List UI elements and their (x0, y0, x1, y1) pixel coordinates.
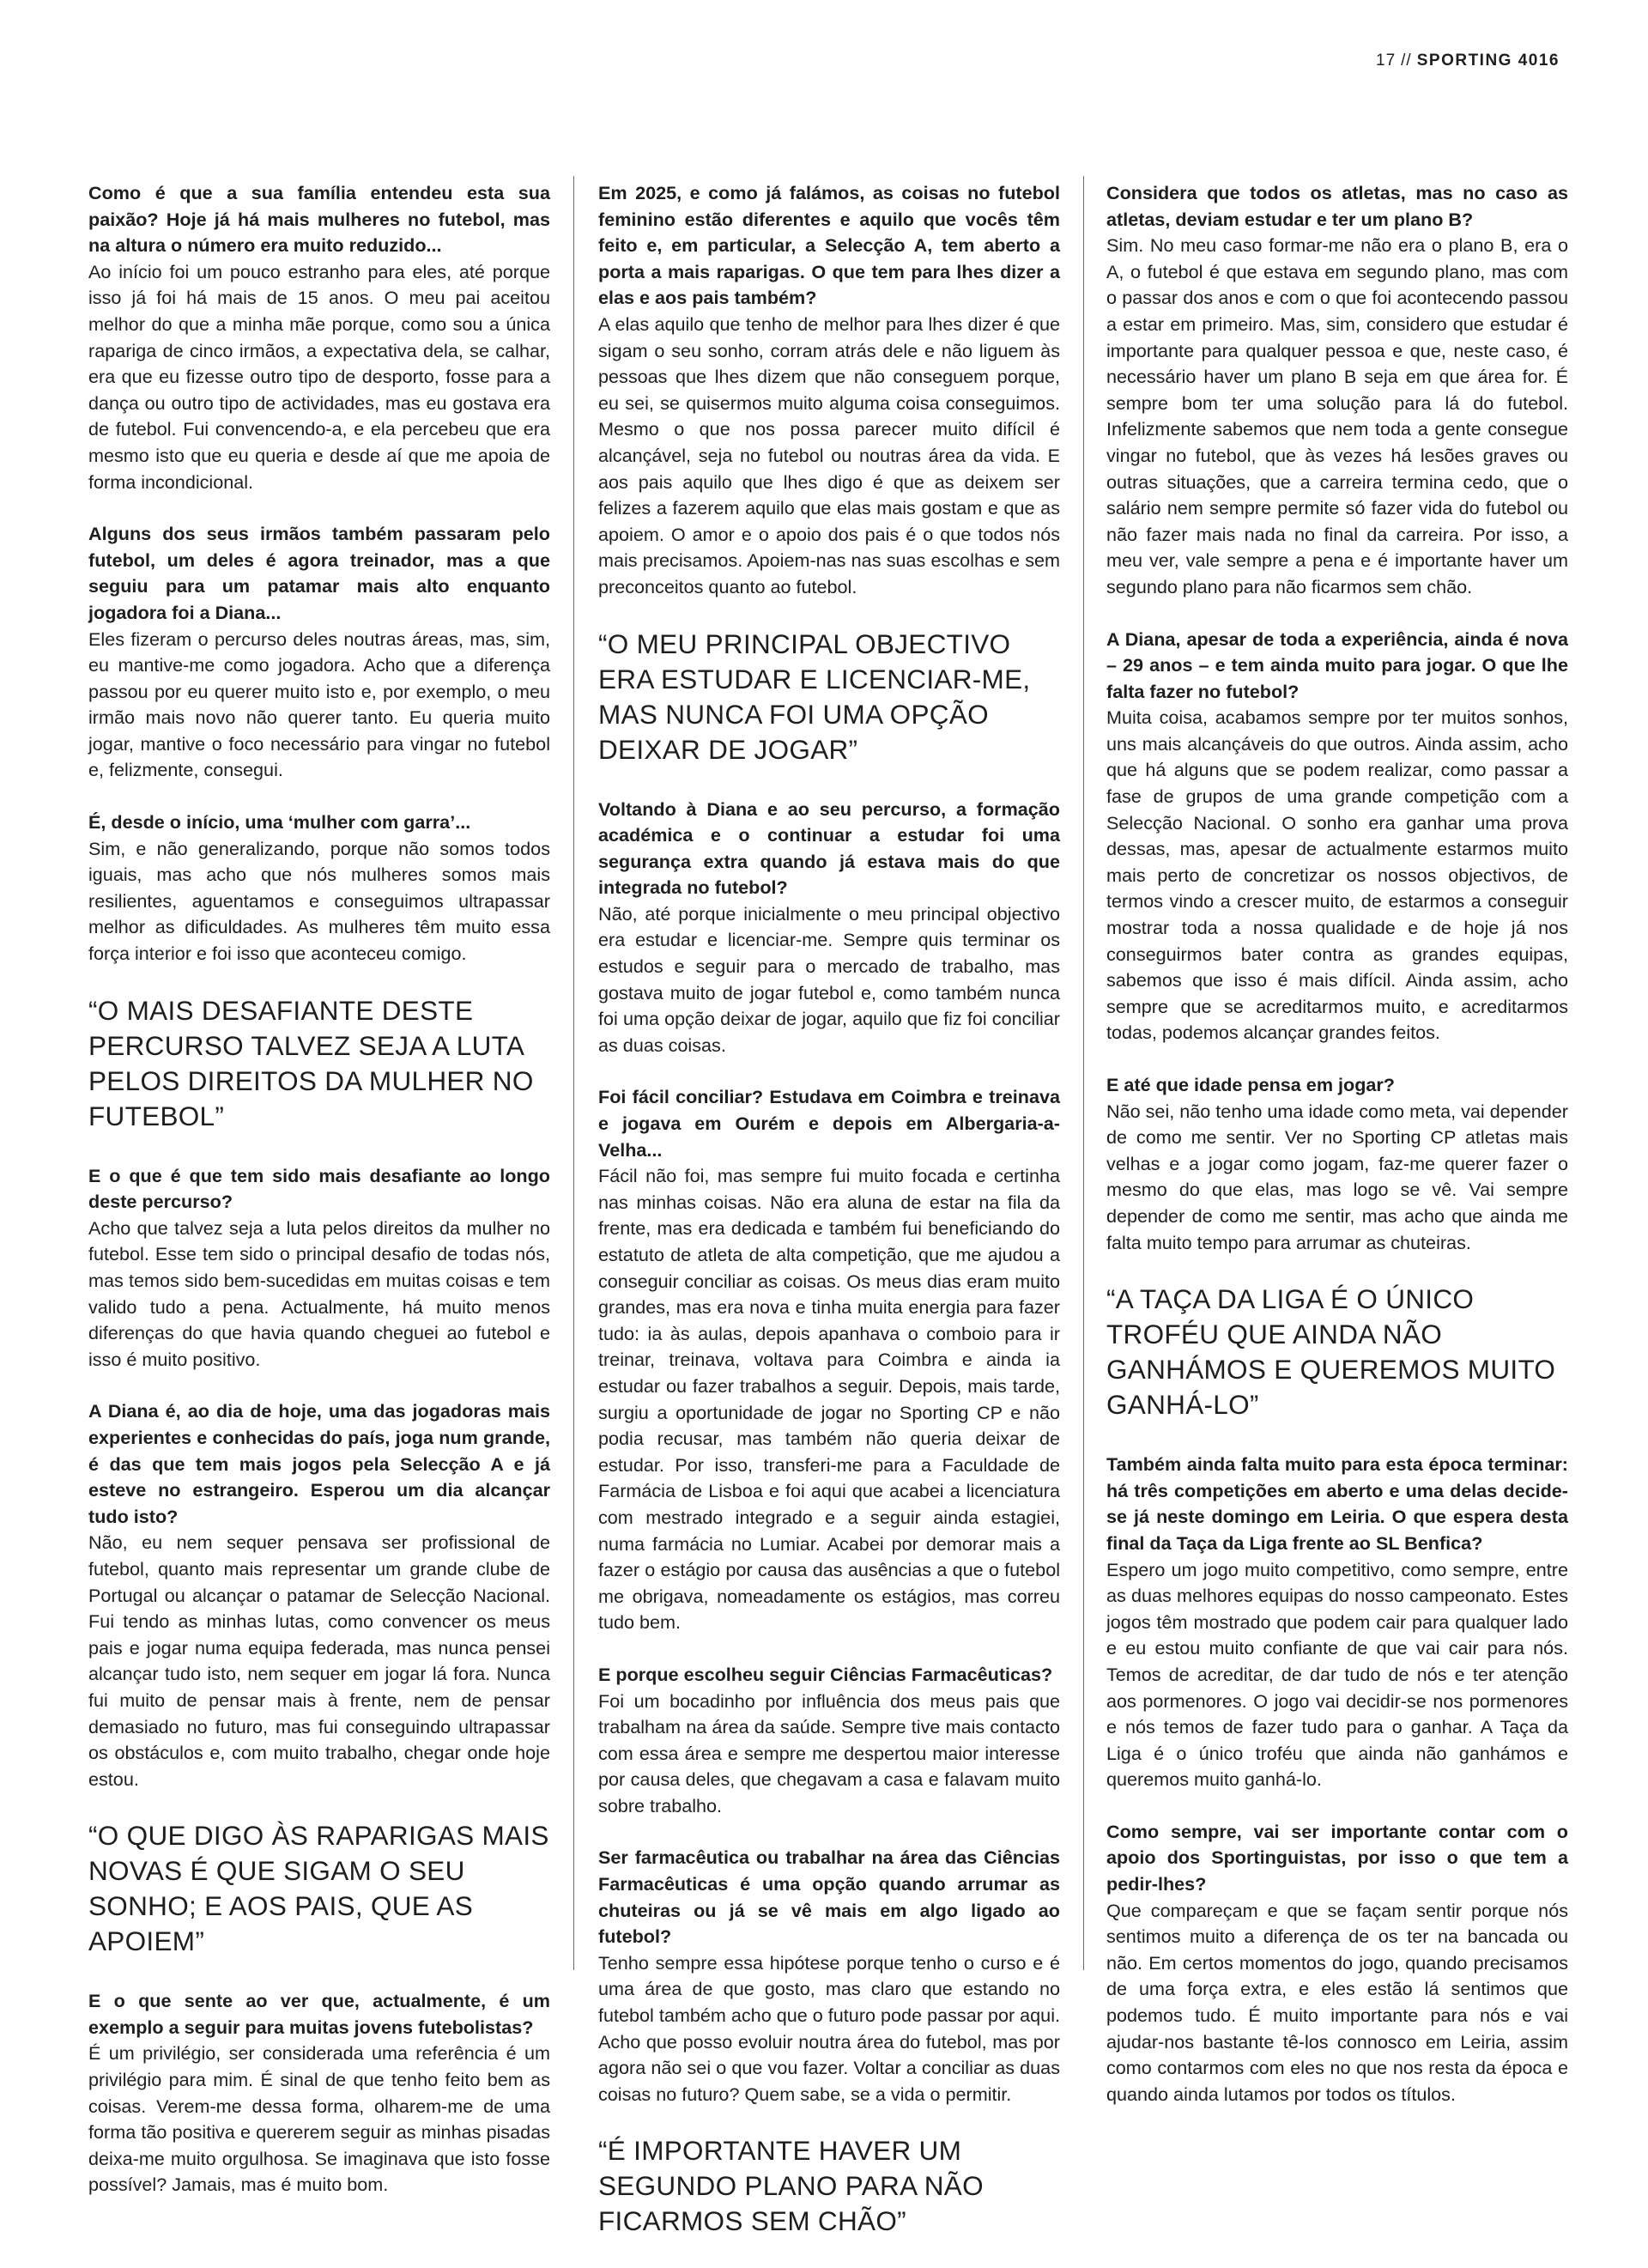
column-divider (1083, 176, 1084, 1970)
question: Considera que todos os atletas, mas no caso as atletas, deviam estudar e ter um plano B? (1106, 182, 1568, 230)
answer: Tenho sempre essa hipótese porque tenho o curso e é uma área de que gosto, mas claro que estando no futebol também acho que o futuro pode passar por aqui. Acho que posso evoluir noutra área do futebol, mas por agora não sei o que vou fazer. Voltar a conciliar as duas coisas no futuro? Quem sabe, se a vida o permitir. (598, 1951, 1060, 2105)
answer: A elas aquilo que tenho de melhor para lhes dizer é que sigam o seu sonho, corram atrás dele e não liguem às pessoas que lhes dizem que não conseguem porque, eu sei, se quisermos muito alguma coisa conseguimos. Mesmo o que nos possa parecer muito difícil é alcançável, seja no futebol ou noutras área da vida. E aos pais aquilo que lhes digo é que as deixem ser felizes a fazerem aquilo que elas mais gostam e que as apoiem. O amor e o apoio dos pais é o que todos nós mais precisamos. Apoiem-nas nas suas escolhas e sem preconceitos quanto ao futebol. (598, 312, 1060, 597)
question: Alguns dos seus irmãos também passaram pelo futebol, um deles é agora treinador, mas a que seguiu para um patamar mais alto enquanto jogadora foi a Diana... (88, 523, 550, 623)
column-2 (598, 180, 1060, 2268)
question: Voltando à Diana e ao seu percurso, a formação académica e o continuar a estudar foi uma segurança extra quando já estava mais do que integrada no futebol? (598, 797, 1060, 899)
answer: Muita coisa, acabamos sempre por ter muitos sonhos, uns mais alcançáveis do que outros. Ainda assim, acho que há alguns que se podem realizar, como passar a fase de grupos de uma grande competição com a Selecção Nacional. O sonho era ganhar uma prova dessas, mas, apesar de actualmente estarmos muito mais perto de concretizar os nossos objectivos, de termos vindo a crescer muito, de estarmos a conseguir mostrar toda a nossa qualidade e de hoje já nos conseguirmos bater contra as grandes equipas, sabemos que isso é mais difícil. Ainda assim, acho sempre que se acreditarmos muito, e acreditarmos todas, podemos alcançar grandes feitos. (1106, 706, 1568, 1044)
answer: Que compareçam e que se façam sentir porque nós sentimos muito a diferença de os ter na bancada ou não. Em certos momentos do jogo, quando precisamos de uma força extra, e eles estão lá sentimos que podemos tudo. É muito importante para nós e vai ajudar-nos bastante tê-los connosco em Leiria, assim como contarmos com eles no que nos resta da época e quando ainda lutamos por todos os títulos. (1106, 1899, 1568, 2105)
page-header (1376, 52, 1560, 70)
question: A Diana é, ao dia de hoje, uma das jogadoras mais experientes e conhecidas do país, joga num grande, é das que tem mais jogos pela Selecção A e já esteve no estrangeiro. Esperou um dia alcançar tudo isto? (88, 1400, 550, 1527)
question: Como sempre, vai ser importante contar com o apoio dos Sportinguistas, por isso o que tem a pedir-lhes? (1106, 1820, 1568, 1895)
page-number: 17 (1376, 52, 1397, 70)
question: É, desde o início, uma ‘mulher com garra’... (88, 811, 471, 834)
question: A Diana, apesar de toda a experiência, ainda é nova – 29 anos – e tem ainda muito para jogar. O que lhe falta fazer no futebol? (1106, 628, 1568, 702)
pull-quote: “A TAÇA DA LIGA É O ÚNICO TROFÉU QUE AINDA NÃO GANHÁMOS E QUEREMOS MUITO GANHÁ-LO” (1106, 1283, 1556, 1421)
answer: Não, eu nem sequer pensava ser profissional de futebol, quanto mais representar um grande clube de Portugal ou alcançar o patamar de Selecção Nacional. Fui tendo as minhas lutas, como convencer os meus pais e jogar numa equipa federada, mas nunca pensei alcançar tudo isto, nem sequer em jogar lá fora. Nunca fui muito de pensar mais à frente, nem de pensar demasiado no futuro, mas fui conseguindo ultrapassar os obstáculos e, com muito trabalho, chegar onde hoje estou. (88, 1531, 550, 1790)
pull-quote: “É IMPORTANTE HAVER UM SEGUNDO PLANO PARA NÃO FICARMOS SEM CHÃO” (598, 2135, 984, 2237)
header-separator: // (1401, 52, 1412, 70)
pull-quote: “O QUE DIGO ÀS RAPARIGAS MAIS NOVAS É QUE SIGAM O SEU SONHO; E AOS PAIS, QUE AS APOIEM” (88, 1820, 549, 1957)
answer: Ao início foi um pouco estranho para eles, até porque isso já foi há mais de 15 anos. O meu pai aceitou melhor do que a minha mãe porque, como sou a única rapariga de cinco irmãos, a expectativa dela, se calhar, era que eu fizesse outro tipo de desporto, fosse para a dança ou outro tipo de actividades, mas eu gostava era de futebol. Fui convencendo-a, e ela percebeu que era mesmo isto que eu queria e desde aí que me apoia de forma incondicional. (88, 260, 550, 493)
answer: É um privilégio, ser considerada uma referência é um privilégio para mim. É sinal de que tenho feito bem as coisas. Verem-me dessa forma, olharem-me de uma forma tão positiva e quererem seguir as minhas pisadas deixa-me muito orgulhosa. Se imaginava que isto fosse possível? Jamais, mas é muito bom. (88, 2042, 550, 2196)
pull-quote: “O MEU PRINCIPAL OBJECTIVO ERA ESTUDAR E LICENCIAR-ME, MAS NUNCA FOI UMA OPÇÃO DEIXAR DE JOGAR” (598, 628, 1031, 765)
question: Ser farmacêutica ou trabalhar na área das Ciências Farmacêuticas é uma opção quando arrumar as chuteiras ou já se vê mais em algo ligado ao futebol? (598, 1847, 1060, 1948)
answer: Sim. No meu caso formar-me não era o plano B, era o A, o futebol é que estava em segundo plano, mas com o passar dos anos e com o que foi acontecendo passou a estar em primeiro. Mas, sim, considero que estudar é importante para qualquer pessoa e que, neste caso, é necessário haver um plano B seja em que área for. É sempre bom ter uma solução para lá do futebol. Infelizmente sabemos que nem toda a gente consegue vingar no futebol, que às vezes há lesões graves ou outras situações, que a carreira termina cedo, que o salário nem sempre permite só fazer vida do futebol ou não fazer mais nada no final da carreira. Por isso, a meu ver, vale sempre a pena e é importante haver um segundo plano para não ficarmos sem chão. (1106, 234, 1568, 597)
question: Também ainda falta muito para esta época terminar: há três competições em aberto e uma delas decide-se já neste domingo em Leiria. O que espera desta final da Taça da Liga frente ao SL Benfica? (1106, 1453, 1568, 1554)
answer: Fácil não foi, mas sempre fui muito focada e certinha nas minhas coisas. Não era aluna de estar na fila da frente, mas era dedicada e também fui beneficiando do estatuto de atleta de alta competição, que me ajudou a conseguir conciliar as coisas. Os meus dias eram muito grandes, mas era nova e tinha muita energia para fazer tudo: ia às aulas, depois apanhava o comboio para ir treinar, treinava, voltava para Coimbra e ainda ia estudar ou fazer trabalhos a seguir. Depois, mais tarde, surgiu a oportunidade de jogar no Sporting CP e não podia recusar, mas também não queria deixar de estudar. Por isso, transferi-me para a Faculdade de Farmácia de Lisboa e foi aqui que acabei a licenciatura com mestrado integrado e a seguir ainda estagiei, numa farmácia no Lumiar. Acabei por demorar mais a fazer o estágio por causa das ausências a que o futebol me obrigava, nomeadamente os estágios, mas correu tudo bem. (598, 1165, 1060, 1634)
answer: Foi um bocadinho por influência dos meus pais que trabalham na área da saúde. Sempre tive mais contacto com essa área e sempre me despertou maior interesse por causa deles, que chegavam a casa e falavam muito sobre trabalho. (598, 1689, 1060, 1816)
question: Como é que a sua família entendeu esta sua paixão? Hoje já há mais mulheres no futebol, mas na altura o número era muito reduzido... (88, 182, 550, 257)
question: E o que sente ao ver que, actualmente, é um exemplo a seguir para muitas jovens futebolistas? (88, 1990, 550, 2038)
answer: Acho que talvez seja a luta pelos direitos da mulher no futebol. Esse tem sido o principal desafio de todas nós, mas temos sido bem-sucedidas em muitas coisas e tem valido tudo a pena. Actualmente, há muito menos diferenças do que havia quando cheguei ao futebol e isso é muito positivo. (88, 1216, 550, 1370)
column-divider (573, 176, 574, 1970)
question: Em 2025, e como já falámos, as coisas no futebol feminino estão diferentes e aquilo que vocês têm feito e, em particular, a Selecção A, tem aberto a porta a mais raparigas. O que tem para lhes dizer a elas e aos pais também? (598, 182, 1060, 309)
question: Foi fácil conciliar? Estudava em Coimbra e treinava e jogava em Ourém e depois em Albergaria-a-Velha... (598, 1086, 1060, 1161)
pull-quote: “O MAIS DESAFIANTE DESTE PERCURSO TALVEZ SEJA A LUTA PELOS DIREITOS DA MULHER NO FUTEBOL” (88, 994, 534, 1131)
magazine-title: SPORTING 4016 (1416, 52, 1560, 70)
column-1 (88, 180, 550, 2198)
question: E até que idade pensa em jogar? (1106, 1074, 1395, 1095)
answer: Não, até porque inicialmente o meu principal objectivo era estudar e licenciar-me. Sempre quis terminar os estudos e seguir para o mercado de trabalho, mas gostava muito de jogar futebol e, como também nunca foi uma opção deixar de jogar, aquilo que fiz foi conciliar as duas coisas. (598, 902, 1060, 1056)
answer: Não sei, não tenho uma idade como meta, vai depender de como me sentir. Ver no Sporting CP atletas mais velhas e a jogar como jogam, faz-me querer fazer o mesmo do que elas, mas logo se vê. Vai sempre depender de como me sentir, mas acho que ainda me falta muito tempo para arrumar as chuteiras. (1106, 1100, 1568, 1253)
question: E o que é que tem sido mais desafiante ao longo deste percurso? (88, 1164, 550, 1213)
column-3 (1106, 180, 1568, 2107)
question: E porque escolheu seguir Ciências Farmacêuticas? (598, 1663, 1053, 1685)
answer: Sim, e não generalizando, porque não somos todos iguais, mas acho que nós mulheres somos mais resilientes, aguentamos e conseguimos ultrapassar melhor as dificuldades. As mulheres têm muito essa força interior e foi isso que aconteceu comigo. (88, 837, 550, 965)
answer: Eles fizeram o percurso deles noutras áreas, mas, sim, eu mantive-me como jogadora. Acho que a diferença passou por eu querer muito isto e, por exemplo, o meu irmão mais novo não querer tanto. Eu queria muito jogar, mantive o foco necessário para vingar no futebol e, felizmente, consegui. (88, 628, 550, 781)
answer: Espero um jogo muito competitivo, como sempre, entre as duas melhores equipas do nosso campeonato. Estes jogos têm mostrado que podem cair para qualquer lado e eu estou muito confiante de que vai cair para nós. Temos de acreditar, de dar tudo de nós e ter atenção aos pormenores. O jogo vai decidir-se nos pormenores e nós temos de fazer tudo para o ganhar. A Taça da Liga é o único troféu que ainda não ganhámos e queremos muito ganhá-lo. (1106, 1558, 1568, 1791)
